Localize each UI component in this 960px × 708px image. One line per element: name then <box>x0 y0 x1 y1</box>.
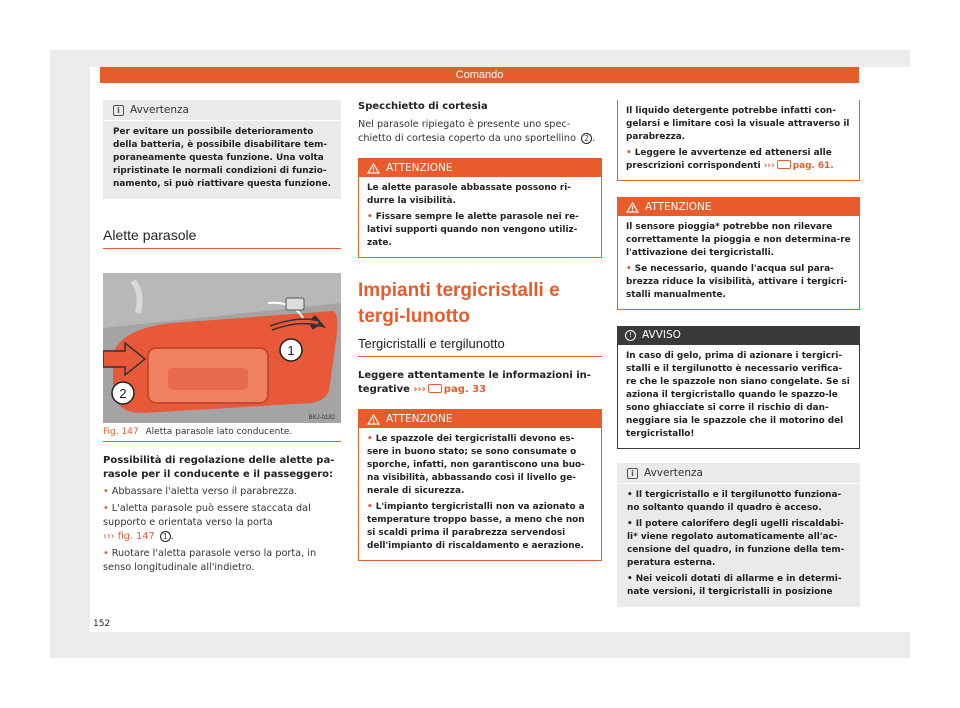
list-item: • Nei veicoli dotati di allarme e in determi-nate versioni, il tergicristalli in posizione <box>627 574 842 597</box>
warning-icon <box>626 202 639 213</box>
warning-icon <box>367 414 380 425</box>
warning-header <box>359 159 601 177</box>
warning-box-1 <box>358 158 602 258</box>
note-box-header <box>617 463 860 484</box>
column-3 <box>617 100 860 607</box>
avviso-box <box>617 326 860 449</box>
warning-body: • Le spazzole dei tergicristalli devono es-sere in buono stato; se sono consumate o sporche, infatti, non garantiscono una buo-na visibilità, abbassando così il livello ge-nerale di sicurezza. • L'impianto tergicristalli non va azionato a temperature troppo basse, a meno che non si scaldi prima il parabrezza servendosi dell'impianto di riscaldamento e aerazione. <box>367 434 585 551</box>
chapter-title: Impianti tergicristalli e tergi-lunotto <box>358 280 560 327</box>
page-reference[interactable]: pag. 61. <box>792 161 834 171</box>
mirror-heading: Specchietto di cortesia <box>358 101 488 112</box>
note-box-2 <box>617 463 860 607</box>
column-1 <box>103 100 341 575</box>
note-body <box>617 484 860 607</box>
mirror-text: Nel parasole ripiegato è presente uno spec-chietto di cortesia coperto da uno sportellino 2 . <box>358 119 596 144</box>
note-title: Avvertenza <box>130 104 189 116</box>
warning-box-3 <box>617 197 860 310</box>
page-reference[interactable]: pag. 33 <box>443 384 487 395</box>
note-box <box>103 100 341 199</box>
figure-reference[interactable]: ››› fig. 147 <box>103 531 155 542</box>
warning-header <box>618 198 859 216</box>
list-item: • Il tergicristallo e il tergilunotto funziona-no soltanto quando il quadro è acceso. <box>627 490 842 513</box>
list-item: • L'aletta parasole può essere staccata dal supporto e orientata verso la porta ››› fig. 147 1 . <box>103 503 311 542</box>
info-icon: i <box>113 105 124 116</box>
clock-icon: ! <box>625 330 636 341</box>
adjust-heading: Possibilità di regolazione delle alette pa-rasole per il conducente e il passeggero: <box>103 455 335 480</box>
warning-title: ATTENZIONE <box>386 162 453 174</box>
avviso-title: AVVISO <box>642 329 681 341</box>
figure-label: Fig. 147 <box>103 427 139 437</box>
callout-1: 1 <box>287 343 295 358</box>
figure-code: BKJ-0182 <box>308 415 335 421</box>
sun-visor-figure <box>103 273 341 423</box>
section-subtitle: Tergicristalli e tergilunotto <box>358 336 602 357</box>
avviso-body: In caso di gelo, prima di azionare i tergicri-stalli e il tergilunotto è necessario verifica-re che le spazzole non siano congelate. Se si aziona il tergicristallo quando le spazzo-le sono ghiacciate si corre il rischio di dan-neggiare sia le spazzole che il motorino del tergicristallo! <box>617 344 860 449</box>
warning-title: ATTENZIONE <box>386 413 453 425</box>
list-item: • Abbassare l'aletta verso il parabrezza. <box>103 486 298 497</box>
figure-caption-text: Aletta parasole lato conducente. <box>145 427 293 437</box>
avviso-header <box>617 326 860 344</box>
column-2 <box>358 100 602 561</box>
figure-caption <box>103 423 341 442</box>
note-box-header <box>103 100 341 121</box>
callout-1-ref: 1 <box>160 531 171 542</box>
list-item: • Il potere calorifero degli ugelli riscaldabi-li* viene regolato automaticamente all'ac-censione del quadro, in funzione della tem-peratura esterna. <box>627 519 845 568</box>
warning-box-2 <box>358 409 602 561</box>
warning-body: Il sensore pioggia* potrebbe non rilevare correttamente la pioggia e non determina-re l'attivazione dei tergicristalli. • Se necessario, quando l'acqua sul para-brezza riduce la visibilità, attivare i tergicri-stalli manualmente. <box>626 222 851 300</box>
lead-text: Leggere attentamente le informazioni in-tegrative ››› pag. 33 <box>358 370 591 395</box>
warning-body: Le alette parasole abbassate possono ri-durre la visibilità. • Fissare sempre le alette parasole nei re-lativi supporti quando non vengono utiliz-zate. <box>367 183 579 248</box>
info-icon: i <box>627 468 638 479</box>
callout-2: 2 <box>119 386 127 401</box>
warning-continuation <box>617 100 860 181</box>
book-icon <box>777 160 791 169</box>
adjust-list <box>103 485 341 575</box>
sun-visor-illustration <box>103 273 341 423</box>
warning-header <box>359 410 601 428</box>
warning-body: Il liquido detergente potrebbe infatti con-gelarsi e limitare così la visuale attraverso il parabrezza. • Leggere le avvertenze ed attenersi alle prescrizioni corrispondenti ››› pag. 61. <box>626 106 850 171</box>
callout-2-ref: 2 <box>581 133 592 144</box>
list-item: • Ruotare l'aletta parasole verso la porta, in senso longitudinale all'indietro. <box>103 548 317 573</box>
warning-icon <box>367 163 380 174</box>
note-title: Avvertenza <box>644 467 703 479</box>
section-title: Alette parasole <box>103 227 341 249</box>
warning-title: ATTENZIONE <box>645 201 712 213</box>
chapter-header: Comando <box>100 67 859 83</box>
page-number: 152 <box>93 619 111 629</box>
book-icon <box>428 384 442 393</box>
note-body: Per evitare un possibile deterioramento della batteria, è possibile disabilitare tem-poraneamente questa funzione. Una volta ripristinate le normali condizioni di funzio-namento, si può riattivare questa funzione. <box>113 127 331 189</box>
